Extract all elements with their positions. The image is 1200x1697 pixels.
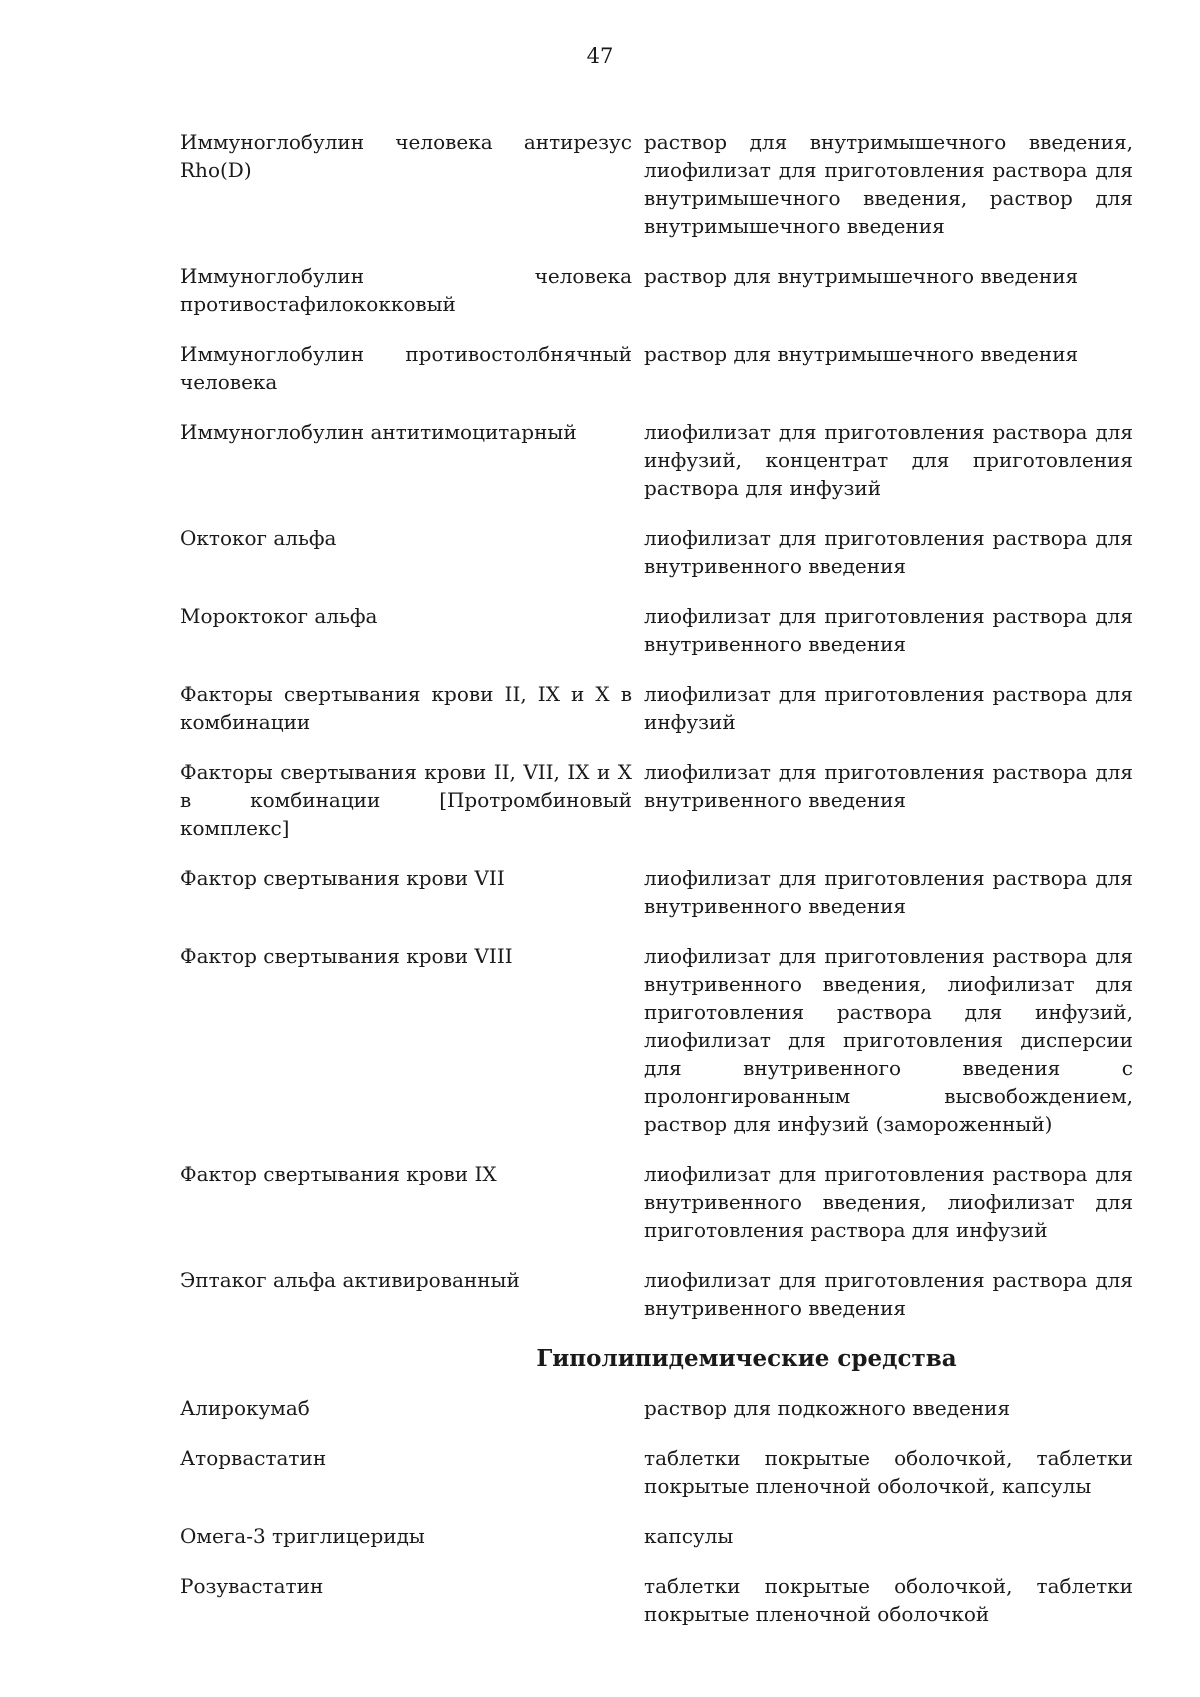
table-row [180,524,1133,580]
table-row [180,942,1133,1138]
drug-name: Алирокумаб [180,1396,310,1420]
dosage-form: раствор для внутримышечного введения [644,342,1079,366]
drug-name: Розувастатин [180,1574,324,1598]
table-row [180,340,1133,396]
dosage-form: таблетки покрытые оболочкой, таблетки покрытые пленочной оболочкой [644,1574,1133,1626]
dosage-form: лиофилизат для приготовления раствора для внутривенного введения [644,604,1133,656]
dosage-form: лиофилизат для приготовления раствора для внутривенного введения [644,760,1133,812]
dosage-form: таблетки покрытые оболочкой, таблетки покрытые пленочной оболочкой, капсулы [644,1446,1133,1498]
dosage-form: лиофилизат для приготовления раствора для внутривенного введения [644,1268,1133,1320]
drug-name: Эптаког альфа активированный [180,1268,520,1292]
section-heading [0,1344,1200,1374]
table-row [180,418,1133,502]
dosage-form: раствор для внутримышечного введения [644,264,1079,288]
drug-name: Иммуноглобулин человека противостафилококковый [180,264,632,316]
dosage-form: раствор для подкожного введения [644,1396,1011,1420]
table-row [180,758,1133,842]
drug-name: Фактор свертывания крови VIII [180,944,513,968]
drug-name: Мороктоког альфа [180,604,378,628]
table-row [180,602,1133,658]
drug-name: Фактор свертывания крови VII [180,866,505,890]
page-number: 47 [586,44,614,68]
drug-name: Фактор свертывания крови IX [180,1162,497,1186]
drug-name: Октоког альфа [180,526,337,550]
drug-name: Иммуноглобулин противостолбнячный человека [180,342,632,394]
dosage-form: лиофилизат для приготовления раствора для внутривенного введения [644,866,1133,918]
drug-list [180,128,1133,1650]
dosage-form: лиофилизат для приготовления раствора для инфузий, концентрат для приготовления раствора для инфузий [644,420,1133,500]
drug-name: Омега-3 триглицериды [180,1524,425,1548]
table-row [180,1266,1133,1322]
table-row [180,128,1133,240]
drug-name: Факторы свертывания крови II, IX и X в комбинации [180,682,632,734]
section-heading-text: Гиполипидемические средства [536,1345,957,1372]
table-row [180,680,1133,736]
table-row [180,1394,1133,1422]
drug-name: Аторвастатин [180,1446,327,1470]
dosage-form: лиофилизат для приготовления раствора для инфузий [644,682,1133,734]
table-row [180,262,1133,318]
table-row [180,1444,1133,1500]
dosage-form: капсулы [644,1524,734,1548]
drug-name: Иммуноглобулин антитимоцитарный [180,420,577,444]
table-row [180,1572,1133,1628]
dosage-form: лиофилизат для приготовления раствора для внутривенного введения [644,526,1133,578]
dosage-form: лиофилизат для приготовления раствора для внутривенного введения, лиофилизат для приготовления раствора для инфузий [644,1162,1133,1242]
drug-name: Иммуноглобулин человека антирезус Rho(D) [180,130,632,182]
table-row [180,1522,1133,1550]
drug-name: Факторы свертывания крови II, VII, IX и X в комбинации [Протромбиновый комплекс] [180,760,632,840]
dosage-form: лиофилизат для приготовления раствора для внутривенного введения, лиофилизат для приготовления раствора для инфузий, лиофилизат для приготовления дисперсии для внутривенного введения с пролонгированным высвобождением, раствор для инфузий (замороженный) [644,944,1133,1136]
table-row [180,864,1133,920]
dosage-form: раствор для внутримышечного введения, лиофилизат для приготовления раствора для внутримышечного введения, раствор для внутримышечного введения [644,130,1133,238]
table-row [180,1160,1133,1244]
